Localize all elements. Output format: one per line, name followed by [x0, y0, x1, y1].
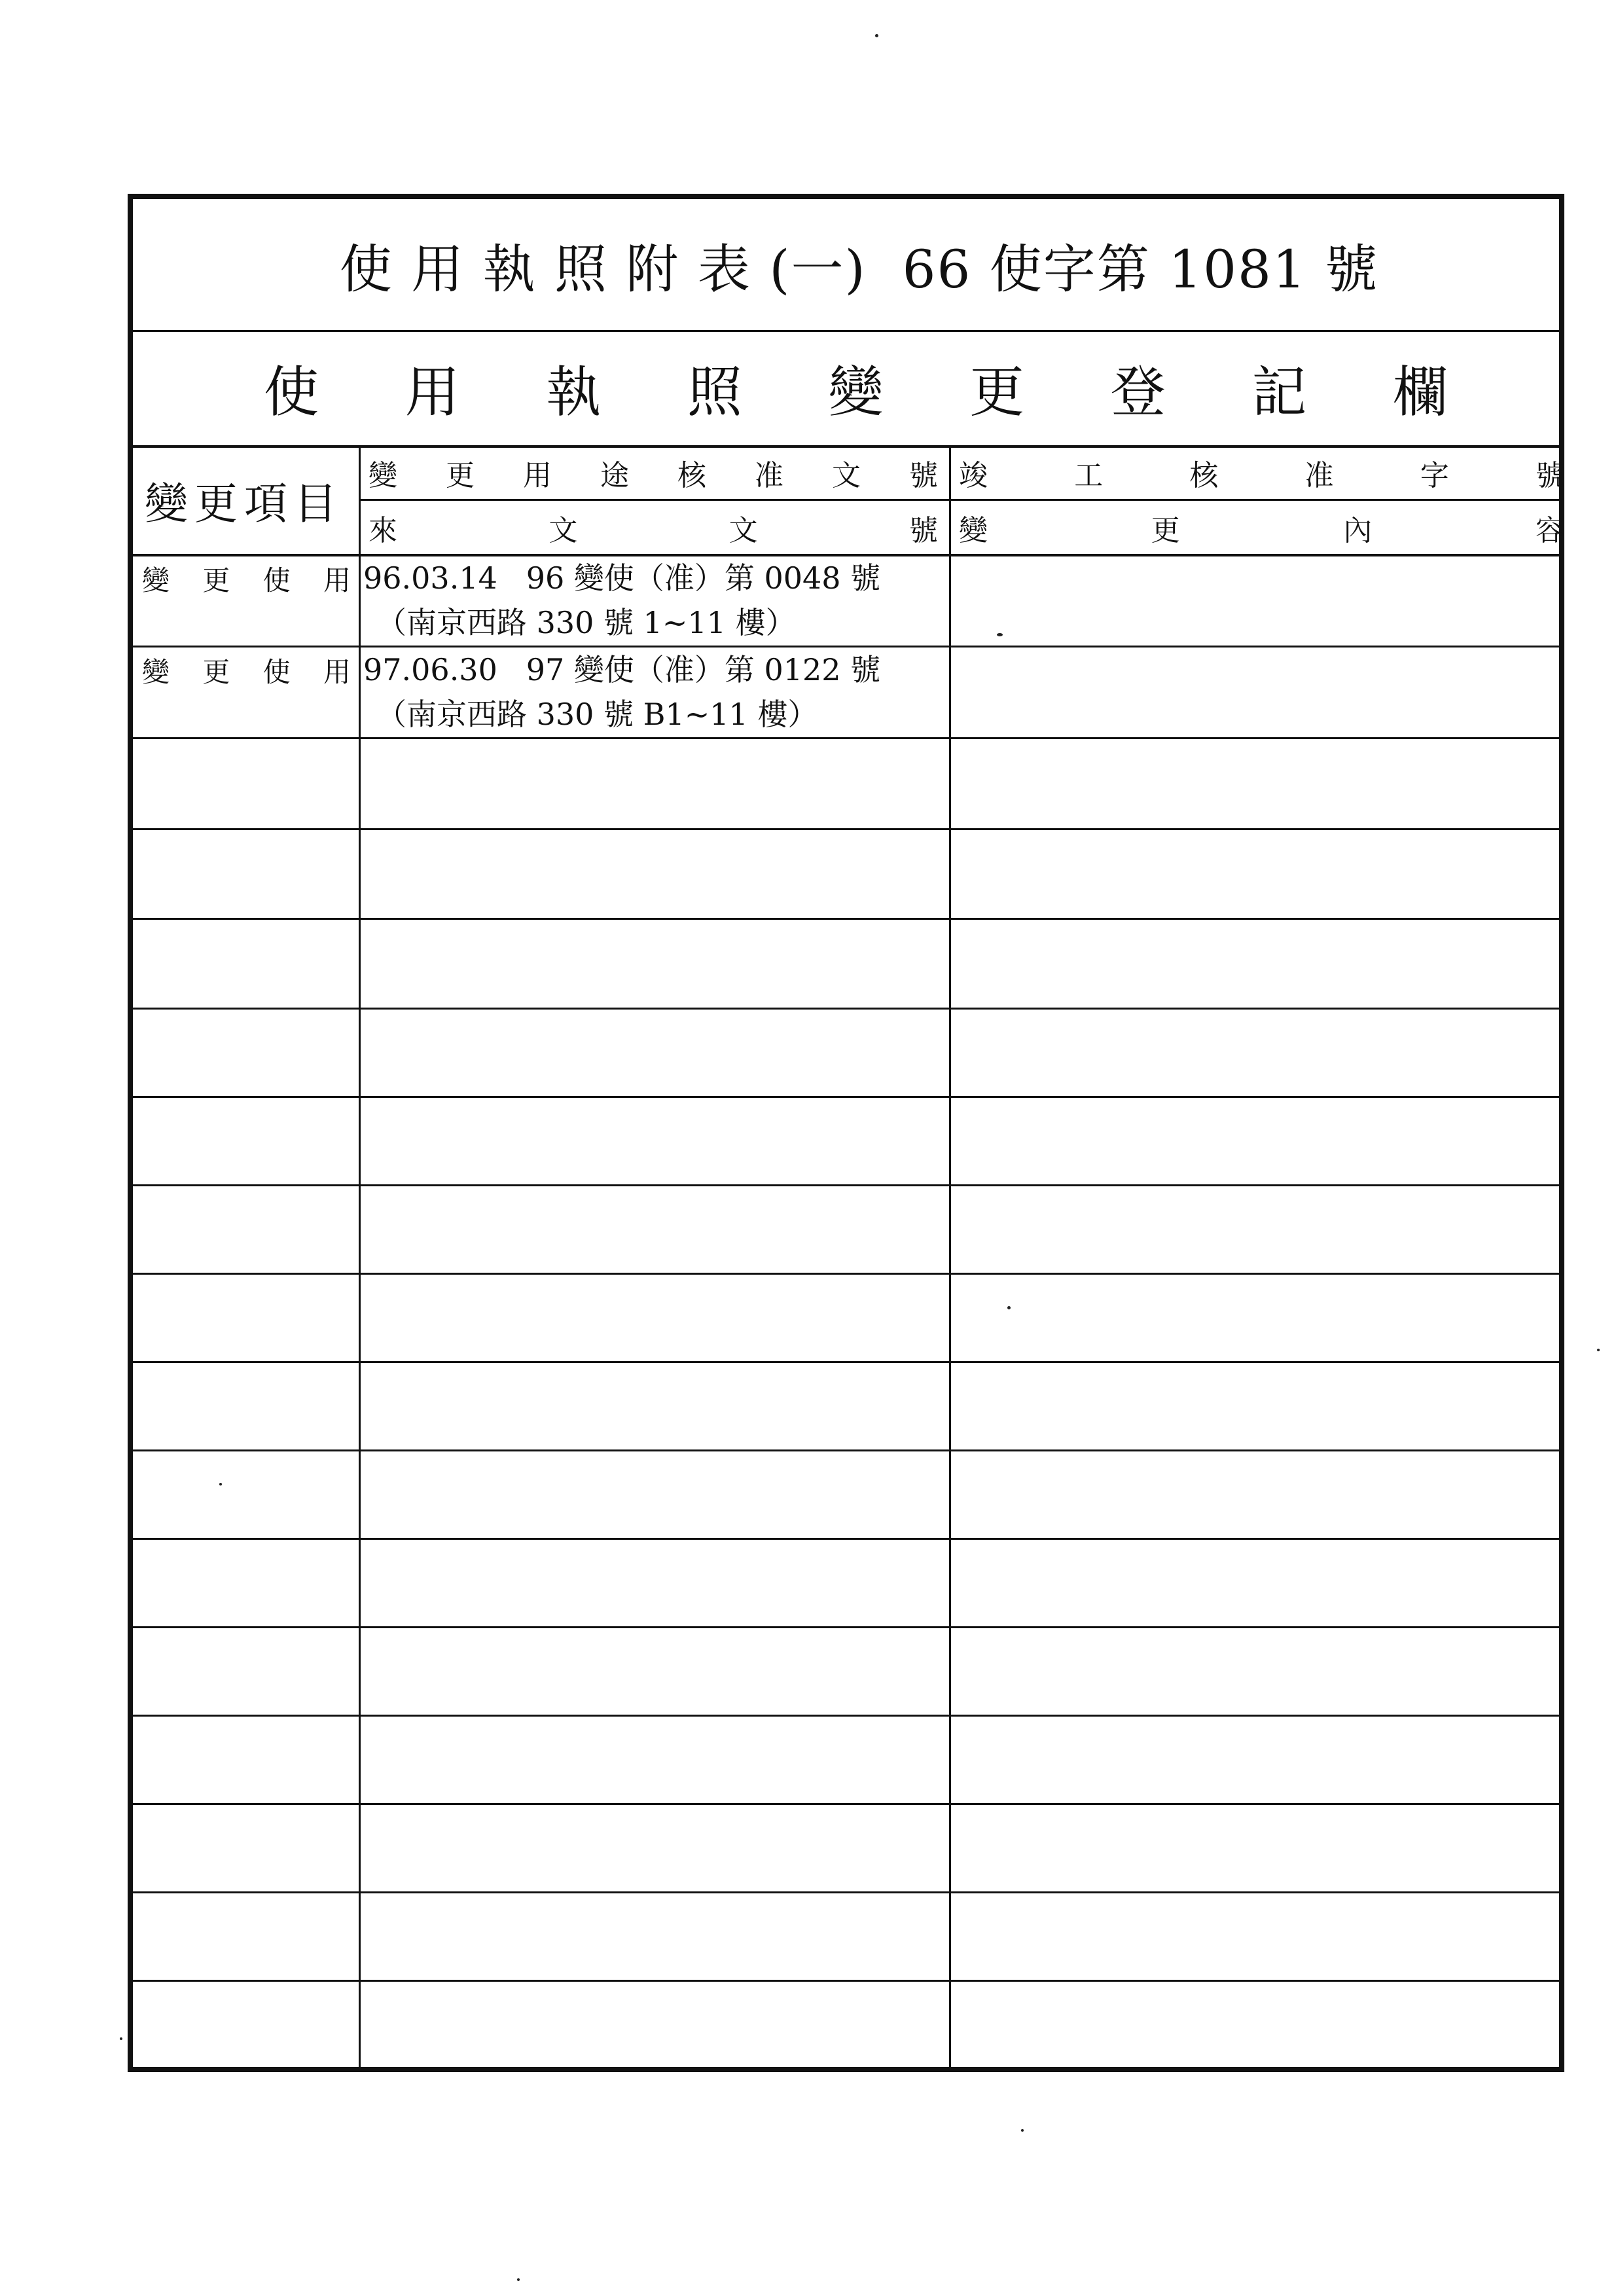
row-rule: [133, 1273, 1559, 1275]
scan-speck: [997, 633, 1003, 636]
column-divider: [949, 445, 951, 2067]
row-rule: [133, 1184, 1559, 1186]
header-item: [133, 445, 359, 554]
header-approval-number: 變更用途核准文號: [369, 459, 938, 492]
table-row-item: [133, 556, 359, 602]
row-rule: [133, 737, 1559, 739]
row-document-line: 96.03.14 96 變使（准）第 0048 號: [363, 560, 881, 596]
row-rule: [133, 1980, 1559, 1982]
header-item-label: 變更項目: [145, 478, 344, 529]
title-row: [133, 199, 1559, 332]
row-rule: [133, 1803, 1559, 1805]
header-col3-top: [959, 446, 1564, 499]
row-rule: [133, 1008, 1559, 1010]
header-col2-top: [369, 446, 938, 499]
registration-table: [128, 194, 1564, 2072]
table-row-document: [363, 556, 946, 646]
row-rule: [133, 918, 1559, 920]
page-title: 使 用 執 照 附 表 (一) 66 使字第 1081 號: [339, 238, 1379, 300]
scan-speck: [1007, 1306, 1011, 1309]
header-col2-bottom: [369, 501, 938, 554]
header-completion-number: 竣工核准字號: [959, 459, 1564, 492]
row-rule: [133, 828, 1559, 830]
header-col3-bottom: [959, 501, 1564, 554]
row-rule: [133, 1626, 1559, 1628]
column-divider: [359, 445, 361, 2067]
scan-speck: [1021, 2129, 1024, 2132]
scan-speck: [219, 1483, 222, 1485]
row-rule: [133, 1891, 1559, 1893]
row-item-label: 變更使用: [142, 564, 351, 596]
row-rule: [133, 1361, 1559, 1363]
heading-row: [133, 330, 1559, 448]
scan-speck: [1597, 1349, 1600, 1351]
header-change-content: 變更內容: [959, 513, 1564, 547]
scan-speck: [517, 2278, 520, 2281]
row-rule: [133, 1538, 1559, 1540]
table-row-document: [363, 647, 946, 737]
row-rule: [133, 1449, 1559, 1451]
scan-speck: [120, 2037, 122, 2040]
row-rule: [133, 1096, 1559, 1098]
section-heading: 使用執照變更登記欄: [264, 359, 1448, 424]
row-document-line: 97.06.30 97 變使（准）第 0122 號: [363, 652, 881, 687]
table-row-item: [133, 647, 359, 693]
row-item-label: 變更使用: [142, 656, 351, 688]
row-rule: [133, 1715, 1559, 1717]
header-document-number: 來文文號: [369, 513, 938, 547]
scan-speck: [875, 34, 878, 37]
row-address-line: （南京西路 330 號 1~11 樓）: [376, 605, 796, 640]
row-address-line: （南京西路 330 號 B1~11 樓）: [376, 697, 818, 732]
